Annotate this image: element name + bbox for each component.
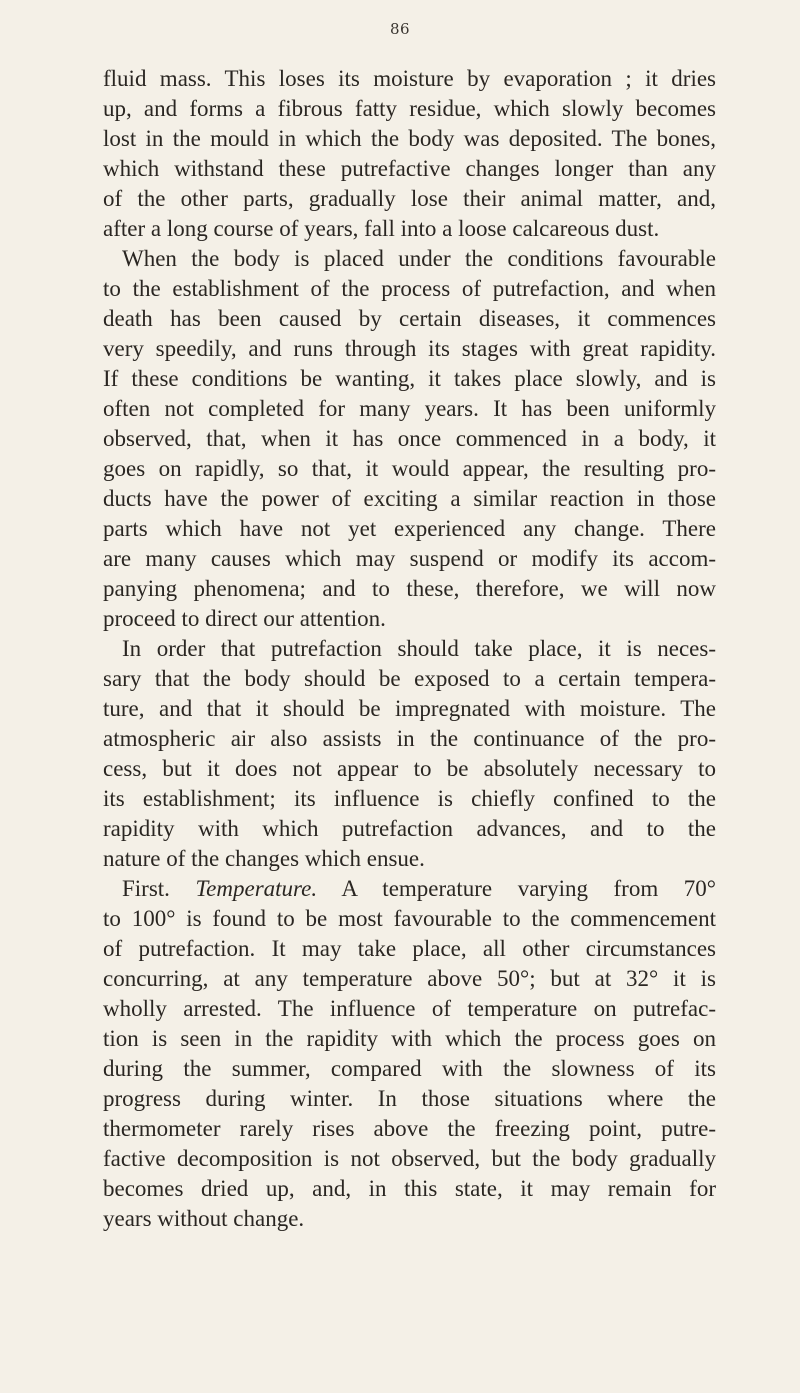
italic-heading: Temperature. xyxy=(195,876,318,901)
text-line: death has been caused by certain diseases, it commences xyxy=(103,306,716,331)
text-line: after a long course of years, fall into a loose calcareous dust. xyxy=(103,216,660,241)
text-line: years without change. xyxy=(103,1206,305,1231)
text-line: thermometer rarely rises above the freezing point, putre- xyxy=(103,1116,716,1141)
text-line: concurring, at any temperature above 50°; but at 32° it is xyxy=(103,966,716,991)
text-line: cess, but it does not appear to be absolutely necessary to xyxy=(103,756,716,781)
text-line: during the summer, compared with the slowness of its xyxy=(103,1056,716,1081)
text-line: observed, that, when it has once commenced in a body, it xyxy=(103,426,716,451)
text-line: which withstand these putrefactive changes longer than any xyxy=(103,156,716,181)
text-line: becomes dried up, and, in this state, it may remain for xyxy=(103,1176,716,1201)
text-line: lost in the mould in which the body was deposited. The bones, xyxy=(103,126,716,151)
text-line: of the other parts, gradually lose their animal matter, and, xyxy=(103,186,716,211)
text-line: wholly arrested. The influence of temperature on putrefac- xyxy=(103,996,716,1021)
text-line: are many causes which may suspend or modify its accom- xyxy=(103,546,716,571)
text-line: proceed to direct our attention. xyxy=(103,606,386,631)
text-line: tion is seen in the rapidity with which the process goes on xyxy=(103,1026,716,1051)
text-line: sary that the body should be exposed to a certain tempera- xyxy=(103,666,716,691)
text-line: When the body is placed under the conditions favourable xyxy=(122,246,716,271)
text-line: of putrefaction. It may take place, all other circumstances xyxy=(103,936,716,961)
text-line: panying phenomena; and to these, therefore, we will now xyxy=(103,576,716,601)
text-line: to the establishment of the process of putrefaction, and when xyxy=(103,276,716,301)
text-line: goes on rapidly, so that, it would appear, the resulting pro- xyxy=(103,456,716,481)
text-line: often not completed for many years. It has been uniformly xyxy=(103,396,716,421)
text-line: First. Temperature. A temperature varying from 70° xyxy=(122,876,716,901)
body-text xyxy=(103,64,716,1234)
text-line: ture, and that it should be impregnated with moisture. The xyxy=(103,696,716,721)
text-line: very speedily, and runs through its stages with great rapidity. xyxy=(103,336,716,361)
text-line: factive decomposition is not observed, but the body gradually xyxy=(103,1146,716,1171)
text-line: fluid mass. This loses its moisture by evaporation ; it dries xyxy=(103,66,716,91)
text-line: up, and forms a fibrous fatty residue, which slowly becomes xyxy=(103,96,716,121)
text-line: nature of the changes which ensue. xyxy=(103,846,425,871)
text-line: ducts have the power of exciting a similar reaction in those xyxy=(103,486,716,511)
text-line: atmospheric air also assists in the continuance of the pro- xyxy=(103,726,716,751)
text-line: In order that putrefaction should take place, it is neces- xyxy=(122,636,716,661)
page-number: 86 xyxy=(389,20,411,38)
text-line: its establishment; its influence is chiefly confined to the xyxy=(103,786,716,811)
text-line: progress during winter. In those situations where the xyxy=(103,1086,716,1111)
text-line: If these conditions be wanting, it takes place slowly, and is xyxy=(103,366,716,391)
text-line: rapidity with which putrefaction advances, and to the xyxy=(103,816,716,841)
text-line: to 100° is found to be most favourable to the commencement xyxy=(103,906,716,931)
text-line: parts which have not yet experienced any change. There xyxy=(103,516,716,541)
